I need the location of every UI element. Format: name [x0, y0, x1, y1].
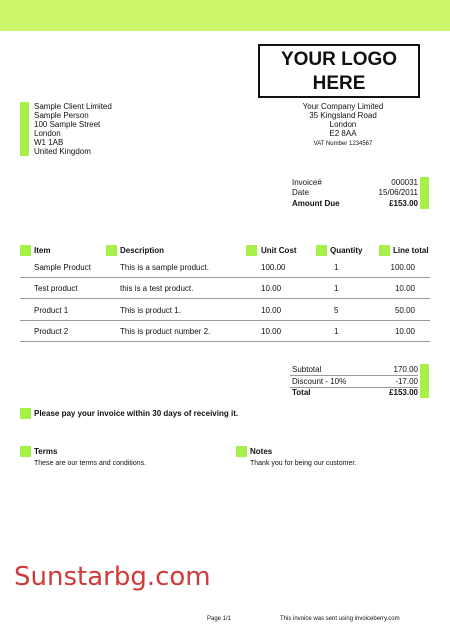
- cell-description: This is product number 2.: [120, 327, 211, 336]
- discount-label: Discount - 10%: [292, 377, 347, 386]
- cell-quantity: 5: [334, 306, 339, 315]
- subtotal-label: Subtotal: [292, 365, 322, 374]
- cell-quantity: 1: [334, 284, 339, 293]
- total-label: Total: [292, 388, 311, 397]
- discount-value: -17.00: [395, 377, 418, 386]
- column-header-unit-cost: Unit Cost: [261, 246, 297, 255]
- company-address-line: London: [329, 120, 357, 129]
- cell-item: Product 2: [34, 327, 69, 336]
- cell-quantity: 1: [334, 263, 339, 272]
- cell-description: this is a test product.: [120, 284, 194, 293]
- invoice-date-value: 15/06/2011: [378, 188, 418, 197]
- client-line: United Kingdom: [34, 147, 91, 156]
- line-total-header-marker: [379, 245, 390, 256]
- invoice-number-label: Invoice#: [292, 178, 322, 187]
- cell-line-total: 10.00: [394, 284, 415, 293]
- description-header-marker: [106, 245, 117, 256]
- cell-description: This is a sample product.: [120, 263, 209, 272]
- item-header-marker: [20, 245, 31, 256]
- invoice-info-marker: [420, 177, 429, 209]
- logo-line-1: YOUR LOGO: [280, 49, 398, 70]
- client-marker: [20, 102, 29, 156]
- terms-title: Terms: [34, 447, 58, 456]
- column-header-line-total: Line total: [393, 246, 429, 255]
- column-header-item: Item: [34, 246, 51, 255]
- unit-cost-header-marker: [246, 245, 257, 256]
- amount-due-label: Amount Due: [292, 199, 340, 208]
- totals-divider: [290, 375, 418, 376]
- cell-item: Sample Product: [34, 263, 91, 272]
- cell-unit-cost: 100.00: [261, 263, 286, 272]
- row-divider: [20, 298, 430, 299]
- row-divider: [20, 277, 430, 278]
- row-divider: [20, 320, 430, 321]
- header-accent-band: [0, 0, 450, 31]
- notes-title: Notes: [250, 447, 273, 456]
- page-number: Page 1/1: [207, 616, 232, 622]
- quantity-header-marker: [316, 245, 327, 256]
- amount-due-value: £153.00: [389, 199, 418, 208]
- cell-item: Test product: [34, 284, 78, 293]
- client-line: W1 1AB: [34, 138, 64, 147]
- cell-line-total: 10.00: [394, 327, 415, 336]
- logo-placeholder: [258, 44, 420, 98]
- total-value: £153.00: [389, 388, 418, 397]
- cell-item: Product 1: [34, 306, 69, 315]
- watermark: Sunstarbg.com: [14, 562, 211, 592]
- company-address-line: E2 8AA: [329, 129, 357, 138]
- cell-quantity: 1: [334, 327, 339, 336]
- company-address-line: 35 Kingsland Road: [309, 111, 377, 120]
- footer-sent-note: This invoice was sent using invoiceberry.com: [280, 616, 400, 622]
- cell-unit-cost: 10.00: [261, 306, 282, 315]
- notice-marker: [20, 408, 31, 419]
- cell-description: This is product 1.: [120, 306, 181, 315]
- notes-text: Thank you for being our customer.: [250, 460, 357, 467]
- client-line: Sample Person: [34, 111, 89, 120]
- row-divider: [20, 341, 430, 342]
- column-header-description: Description: [120, 246, 165, 255]
- column-header-quantity: Quantity: [330, 246, 363, 255]
- client-line: London: [34, 129, 61, 138]
- cell-line-total: 100.00: [390, 263, 415, 272]
- invoice-number-value: 000031: [391, 178, 418, 187]
- logo-line-2: HERE: [312, 73, 366, 94]
- cell-unit-cost: 10.00: [261, 327, 282, 336]
- terms-text: These are our terms and conditions.: [34, 460, 147, 467]
- client-line: 100 Sample Street: [34, 120, 101, 129]
- invoice-date-label: Date: [292, 188, 309, 197]
- totals-marker: [420, 364, 429, 398]
- notes-marker: [236, 446, 247, 457]
- terms-marker: [20, 446, 31, 457]
- company-name: Your Company Limited: [302, 102, 384, 111]
- cell-unit-cost: 10.00: [261, 284, 282, 293]
- client-line: Sample Client Limited: [34, 102, 112, 111]
- cell-line-total: 50.00: [394, 306, 415, 315]
- payment-notice: Please pay your invoice within 30 days of receiving it.: [34, 409, 239, 418]
- subtotal-value: 170.00: [393, 365, 418, 374]
- company-vat: VAT Number 1234567: [313, 141, 373, 147]
